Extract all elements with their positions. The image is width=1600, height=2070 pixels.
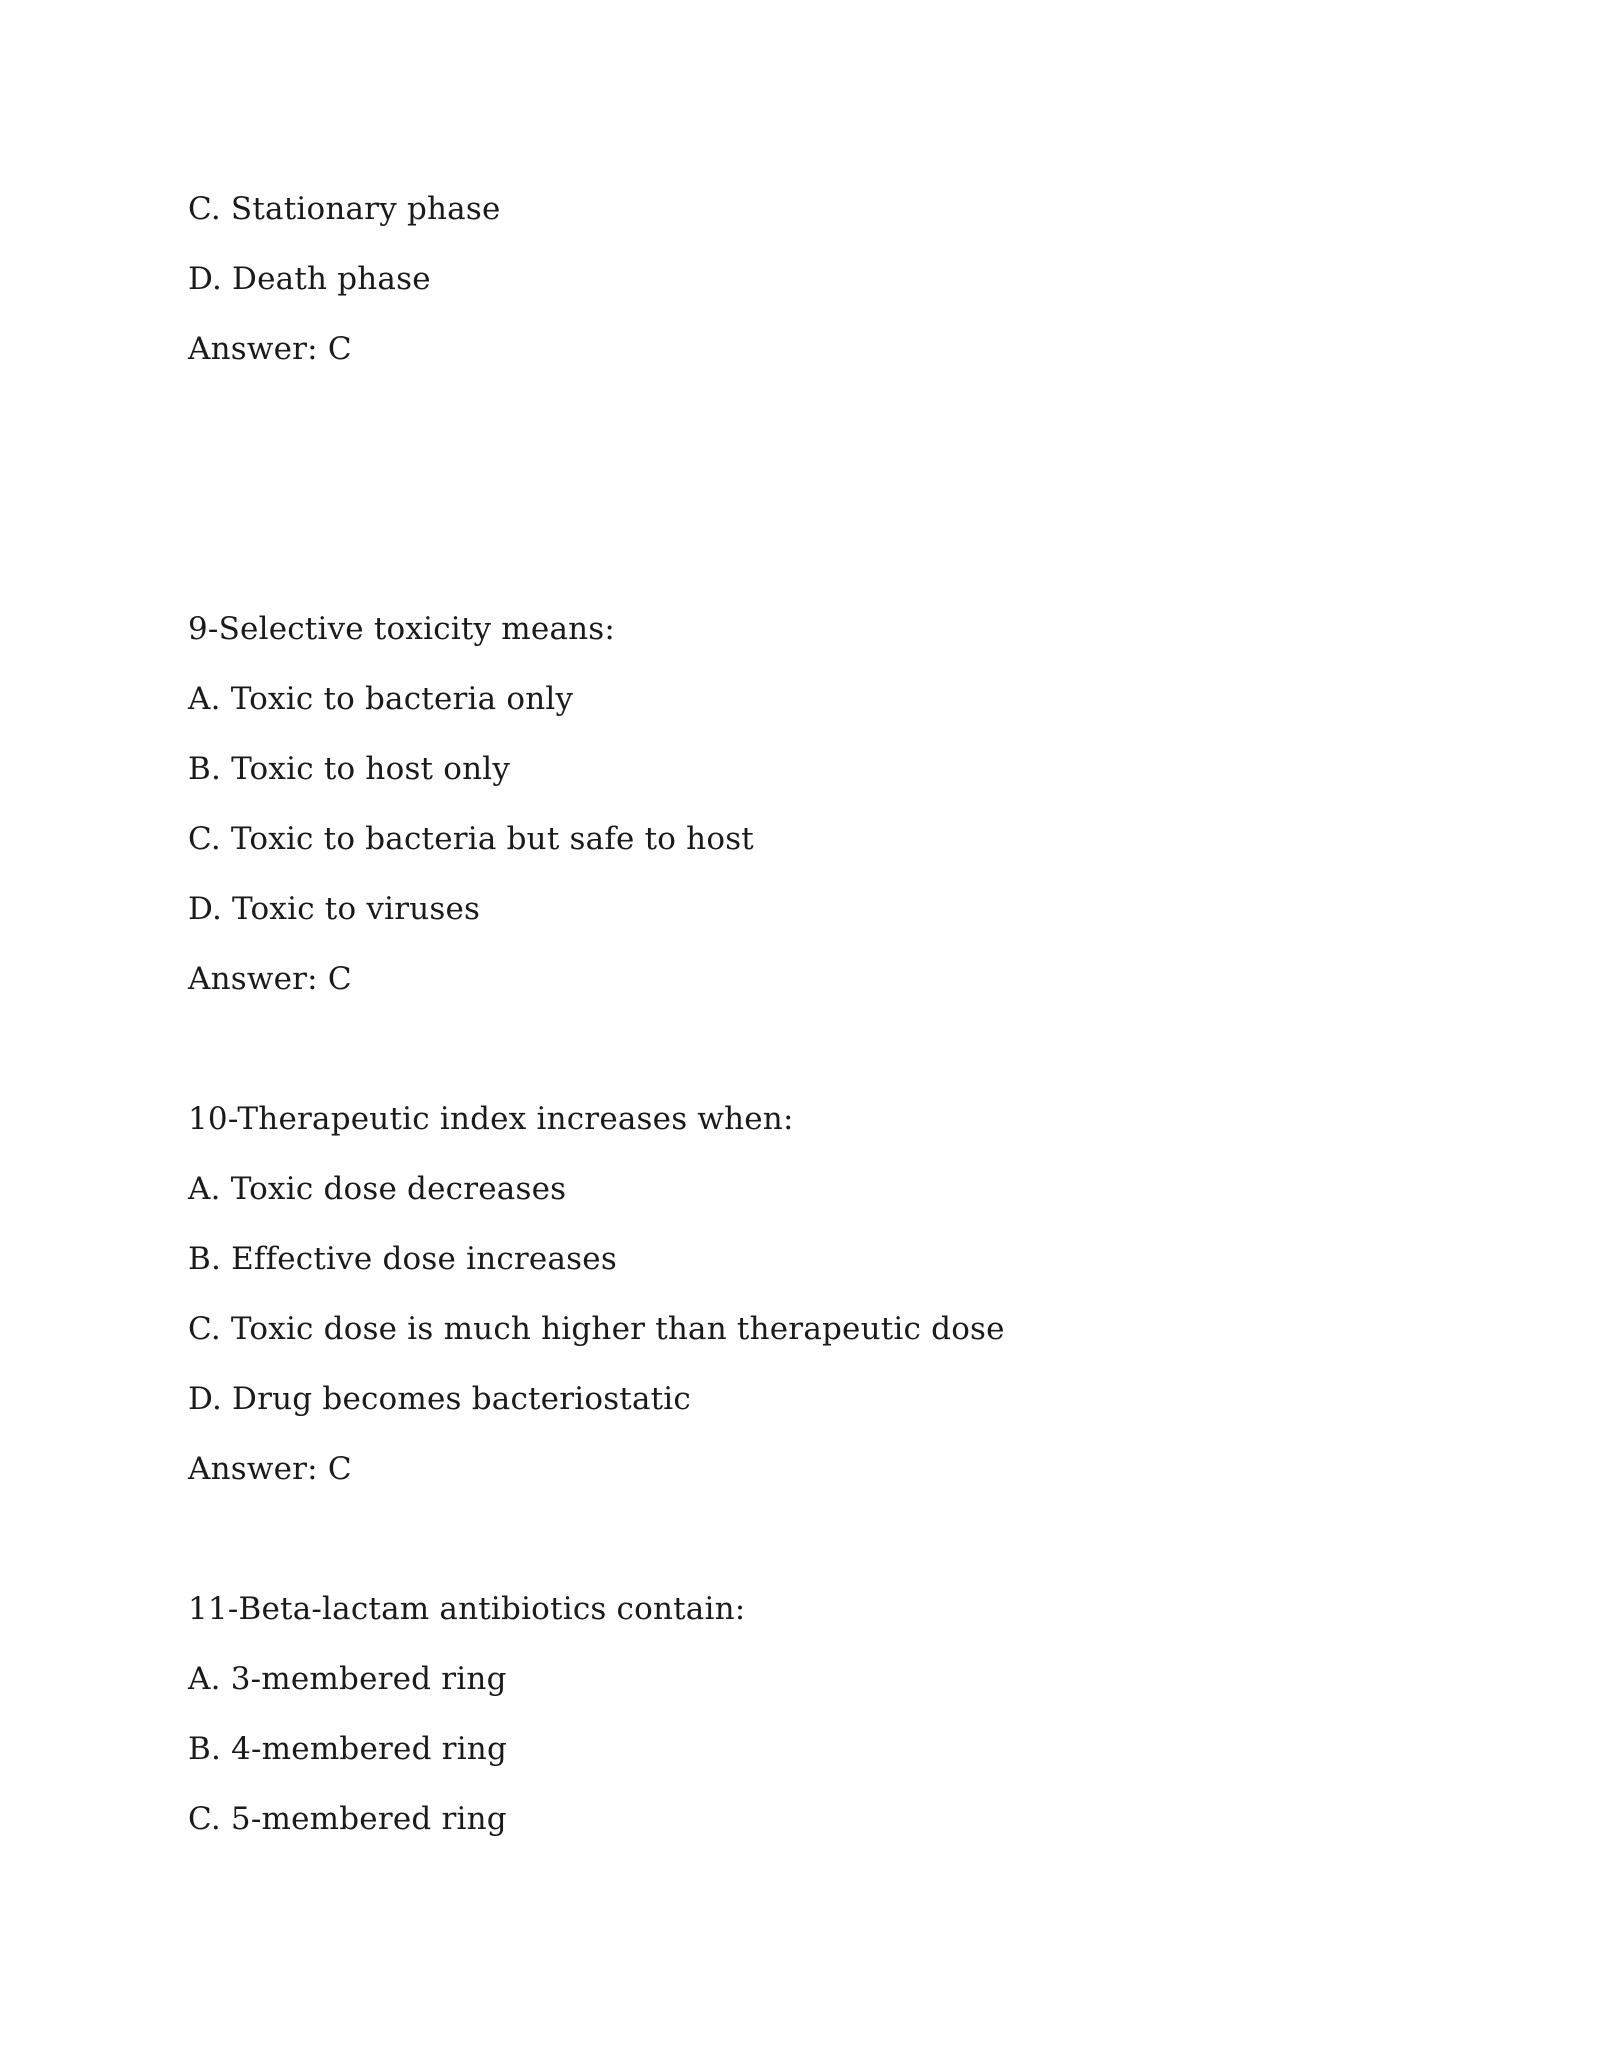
option-a: A. 3-membered ring [188,1661,507,1697]
option-c: C. 5-membered ring [188,1801,507,1837]
option-d: D. Death phase [188,261,431,297]
option-a: A. Toxic dose decreases [188,1171,567,1207]
answer-line: Answer: C [188,1451,352,1487]
answer-line: Answer: C [188,961,352,997]
option-b: B. 4-membered ring [188,1731,508,1767]
option-d: D. Toxic to viruses [188,891,481,927]
question-text: 10-Therapeutic index increases when: [188,1101,794,1137]
question-text: 11-Beta-lactam antibiotics contain: [188,1591,746,1627]
question-text: 9-Selective toxicity means: [188,611,616,647]
answer-line: Answer: C [188,331,352,367]
option-c: C. Stationary phase [188,191,501,227]
option-d: D. Drug becomes bacteriostatic [188,1381,691,1417]
option-c: C. Toxic dose is much higher than therapeutic dose [188,1311,1005,1347]
option-a: A. Toxic to bacteria only [188,681,574,717]
option-b: B. Toxic to host only [188,751,511,787]
option-b: B. Effective dose increases [188,1241,617,1277]
option-c: C. Toxic to bacteria but safe to host [188,821,754,857]
